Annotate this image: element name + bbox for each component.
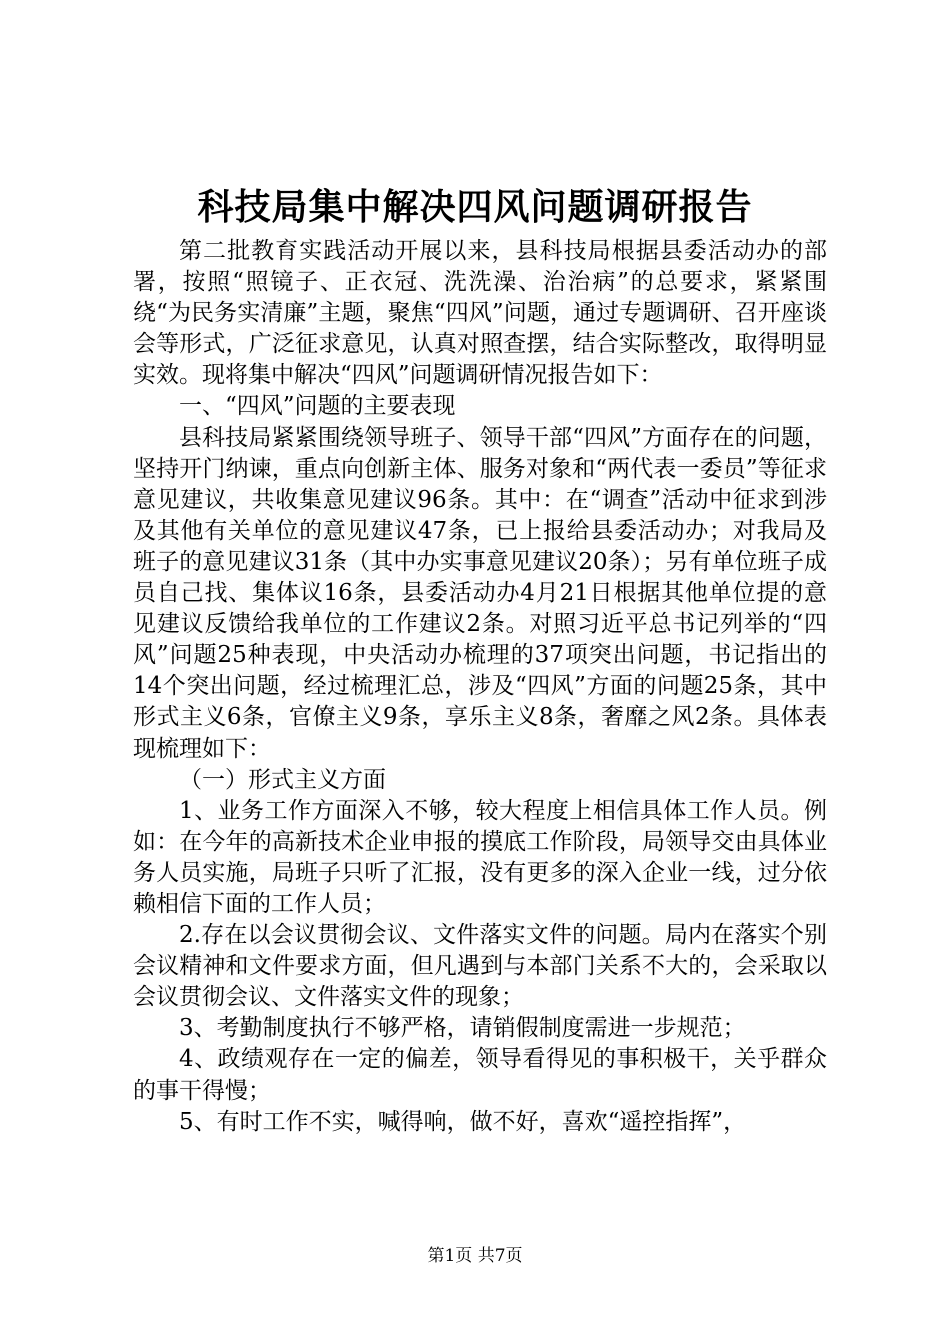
page-footer: 第1页 共7页: [427, 1246, 523, 1266]
document-body: [133, 236, 827, 1138]
list-item: 4、政绩观存在一定的偏差，领导看得见的事积极干，关乎群众的事干得慢；: [133, 1046, 827, 1104]
intro-paragraph: 第二批教育实践活动开展以来，县科技局根据县委活动办的部署，按照“照镜子、正衣冠、洗洗澡、治治病”的总要求，紧紧围绕“为民务实清廉”主题，聚焦“四风”问题，通过专题调研、召开座谈会等形式，广泛征求意见，认真对照查摆，结合实际整改，取得明显实效。现将集中解决“四风”问题调研情况报告如下：: [133, 238, 827, 389]
list-item: 5、有时工作不实，喊得响，做不好，喜欢“遥控指挥”，: [179, 1108, 747, 1135]
document-title: 科技局集中解决四风问题调研报告: [197, 186, 753, 228]
list-item: 2.存在以会议贯彻会议、文件落实文件的问题。局内在落实个别会议精神和文件要求方面，但凡遇到与本部门关系不大的，会采取以会议贯彻会议、文件落实文件的现象；: [133, 922, 827, 1011]
section-heading: 一、“四风”问题的主要表现: [179, 393, 456, 420]
list-item: 3、考勤制度执行不够严格，请销假制度需进一步规范；: [179, 1015, 746, 1042]
subsection-heading: （一）形式主义方面: [179, 766, 386, 793]
body-paragraph: 县科技局紧紧围绕领导班子、领导干部“四风”方面存在的问题，坚持开门纳谏，重点向创新主体、服务对象和“两代表一委员”等征求意见建议，共收集意见建议96条。其中：在“调查”活动中征求到涉及其他有关单位的意见建议47条，已上报给县委活动办；对我局及班子的意见建议31条（其中办实事意见建议20条）；另有单位班子成员自己找、集体议16条，县委活动办4月21日根据其他单位提的意见建议反馈给我单位的工作建议2条。对照习近平总书记列举的“四风”问题25种表现，中央活动办梳理的37项突出问题，书记指出的14个突出问题，经过梳理汇总，涉及“四风”方面的问题25条，其中形式主义6条，官僚主义9条，享乐主义8条，奢靡之风2条。具体表现梳理如下：: [133, 424, 827, 762]
list-item: 1、业务工作方面深入不够，较大程度上相信具体工作人员。例如：在今年的高新技术企业申报的摸底工作阶段，局领导交由具体业务人员实施，局班子只听了汇报，没有更多的深入企业一线，过分依赖相信下面的工作人员；: [133, 797, 827, 917]
